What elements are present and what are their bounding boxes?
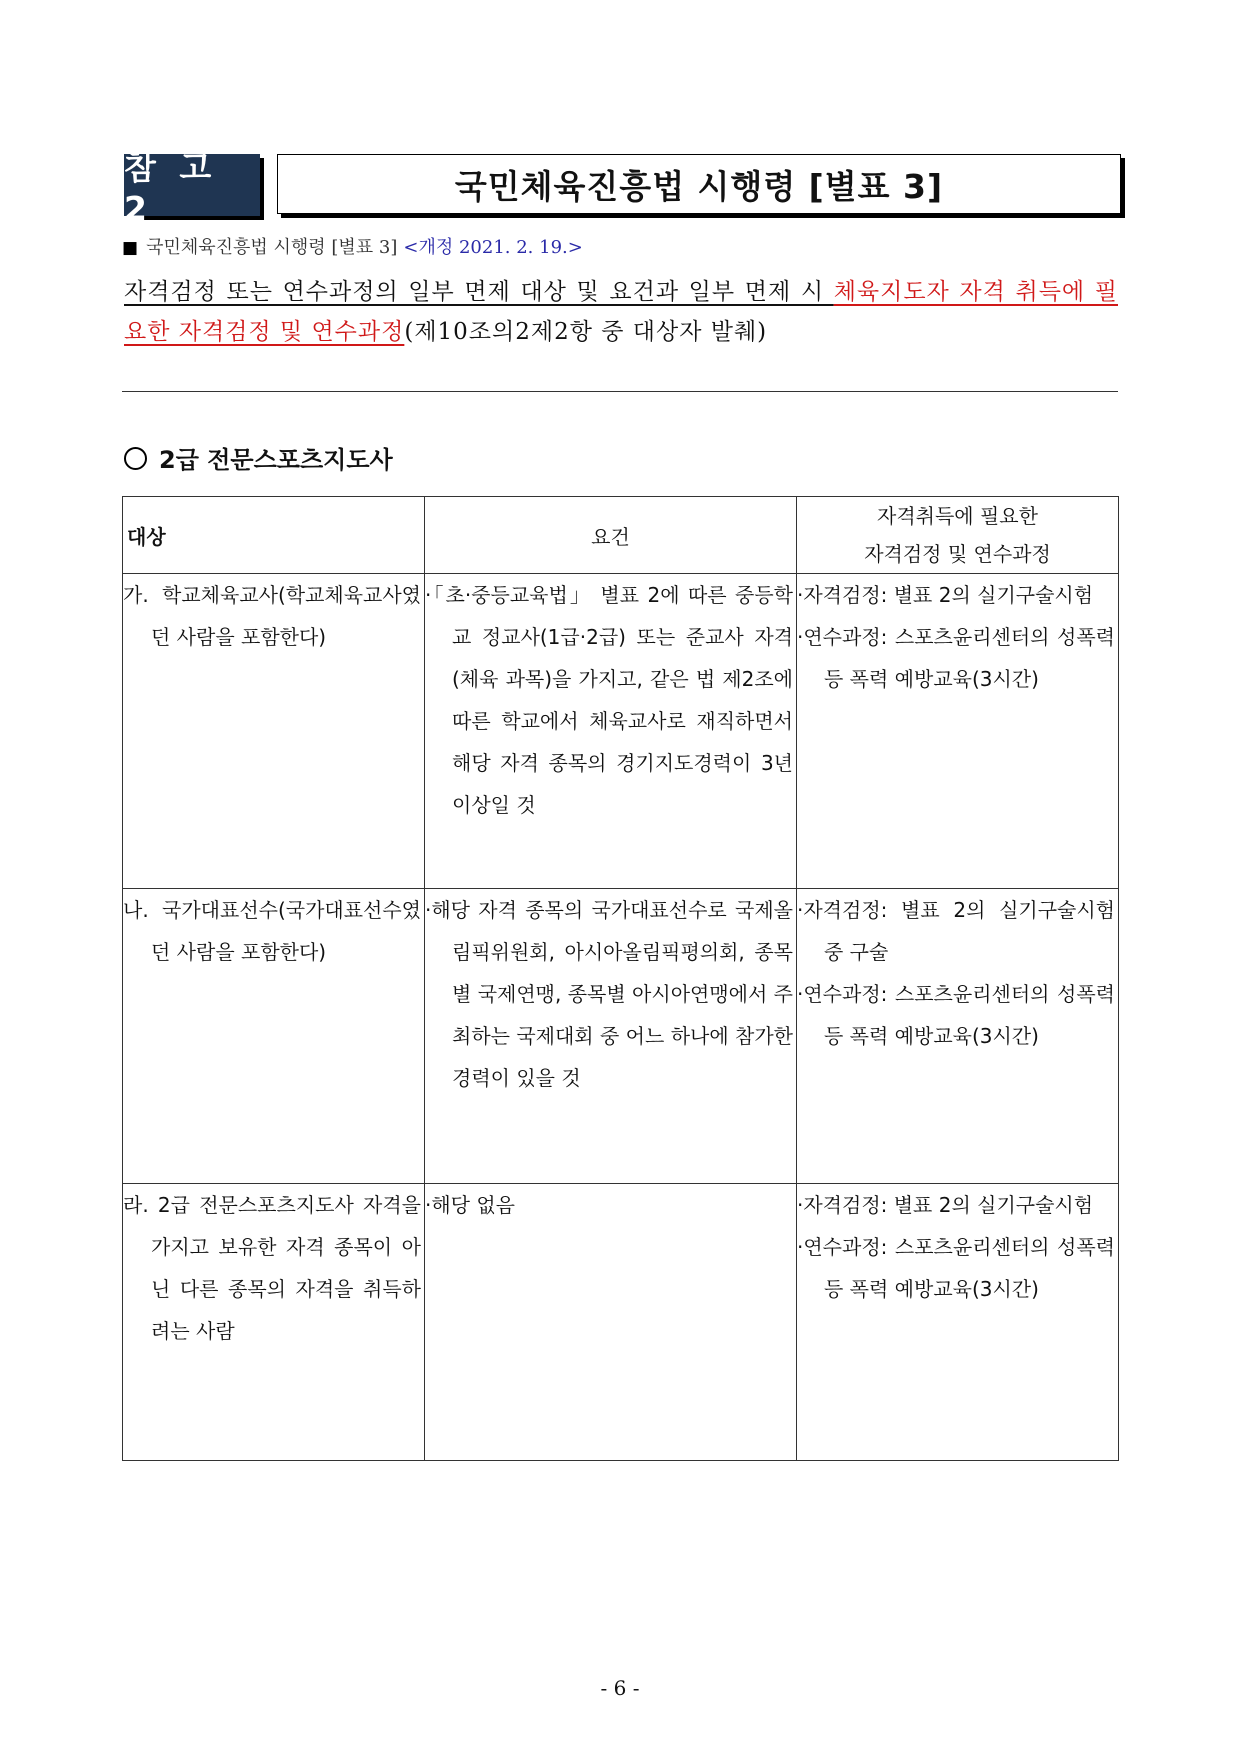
- requirement-cell: ·해당 없음: [425, 1184, 797, 1461]
- header-target: 대상: [123, 497, 425, 574]
- square-bullet-icon: ■: [122, 238, 139, 258]
- document-header: [124, 148, 1124, 228]
- course-cell: [797, 574, 1119, 889]
- header-course-line1: 자격취득에 필요한: [877, 504, 1038, 528]
- training-item: ·연수과정: 스포츠윤리센터의 성폭력 등 폭력 예방교육(3시간): [797, 625, 1115, 691]
- training-item: ·연수과정: 스포츠윤리센터의 성폭력 등 폭력 예방교육(3시간): [797, 982, 1115, 1048]
- document-title: 국민체육진흥법 시행령 [별표 3]: [277, 154, 1121, 214]
- table-header-row: [123, 497, 1119, 574]
- course-cell: [797, 1184, 1119, 1461]
- source-line: [122, 233, 583, 259]
- table-row: [123, 889, 1119, 1184]
- exemption-table: [122, 496, 1119, 1461]
- amendment-date: <개정 2021. 2. 19.>: [403, 237, 583, 258]
- target-cell: 라. 2급 전문스포츠지도사 자격을 가지고 보유한 자격 종목이 아닌 다른 종목의 자격을 취득하려는 사람: [123, 1184, 425, 1461]
- target-cell: 가. 학교체육교사(학교체육교사였던 사람을 포함한다): [123, 574, 425, 889]
- page-number: - 6 -: [600, 1676, 640, 1700]
- header-course-line2: 자격검정 및 연수과정: [864, 542, 1051, 566]
- header-course: [797, 497, 1119, 574]
- description-text-1: 자격검정 또는 연수과정의 일부 면제 대상 및 요건과 일부 면제 시: [124, 279, 834, 305]
- exam-item: ·자격검정: 별표 2의 실기구술시험: [797, 583, 1094, 607]
- exam-item: ·자격검정: 별표 2의 실기구술시험: [797, 1193, 1094, 1217]
- requirement-cell: ·해당 자격 종목의 국가대표선수로 국제올림픽위원회, 아시아올림픽평의회, 종목별 국제연맹, 종목별 아시아연맹에서 주최하는 국제대회 중 어느 하나에 참가한 경력이 있을 것: [425, 889, 797, 1184]
- exam-item: ·자격검정: 별표 2의 실기구술시험 중 구술: [797, 898, 1115, 964]
- reference-badge: 참 고 2: [124, 154, 260, 216]
- requirement-cell: ·「초·중등교육법」 별표 2에 따른 중등학교 정교사(1급·2급) 또는 준교사 자격(체육 과목)을 가지고, 같은 법 제2조에 따른 학교에서 체육교사로 재직하면서 해당 자격 종목의 경기지도경력이 3년 이상일 것: [425, 574, 797, 889]
- course-cell: [797, 889, 1119, 1184]
- description-paragraph: [124, 272, 1118, 352]
- section-title: 2급 전문스포츠지도사: [159, 446, 393, 474]
- header-requirement: 요건: [425, 497, 797, 574]
- target-cell: 나. 국가대표선수(국가대표선수였던 사람을 포함한다): [123, 889, 425, 1184]
- training-item: ·연수과정: 스포츠윤리센터의 성폭력 등 폭력 예방교육(3시간): [797, 1235, 1115, 1301]
- description-highlight: 체육지도자 자격 취득에 필요한 자격검정 및 연수과정: [124, 279, 1118, 345]
- circle-bullet-icon: [124, 447, 147, 470]
- section-heading: [124, 440, 393, 475]
- horizontal-divider: [122, 391, 1118, 392]
- table-row: [123, 1184, 1119, 1461]
- description-text-2: (제10조의2제2항 중 대상자 발췌): [404, 319, 768, 345]
- source-law: 국민체육진흥법 시행령 [별표 3]: [146, 237, 398, 258]
- table-row: [123, 574, 1119, 889]
